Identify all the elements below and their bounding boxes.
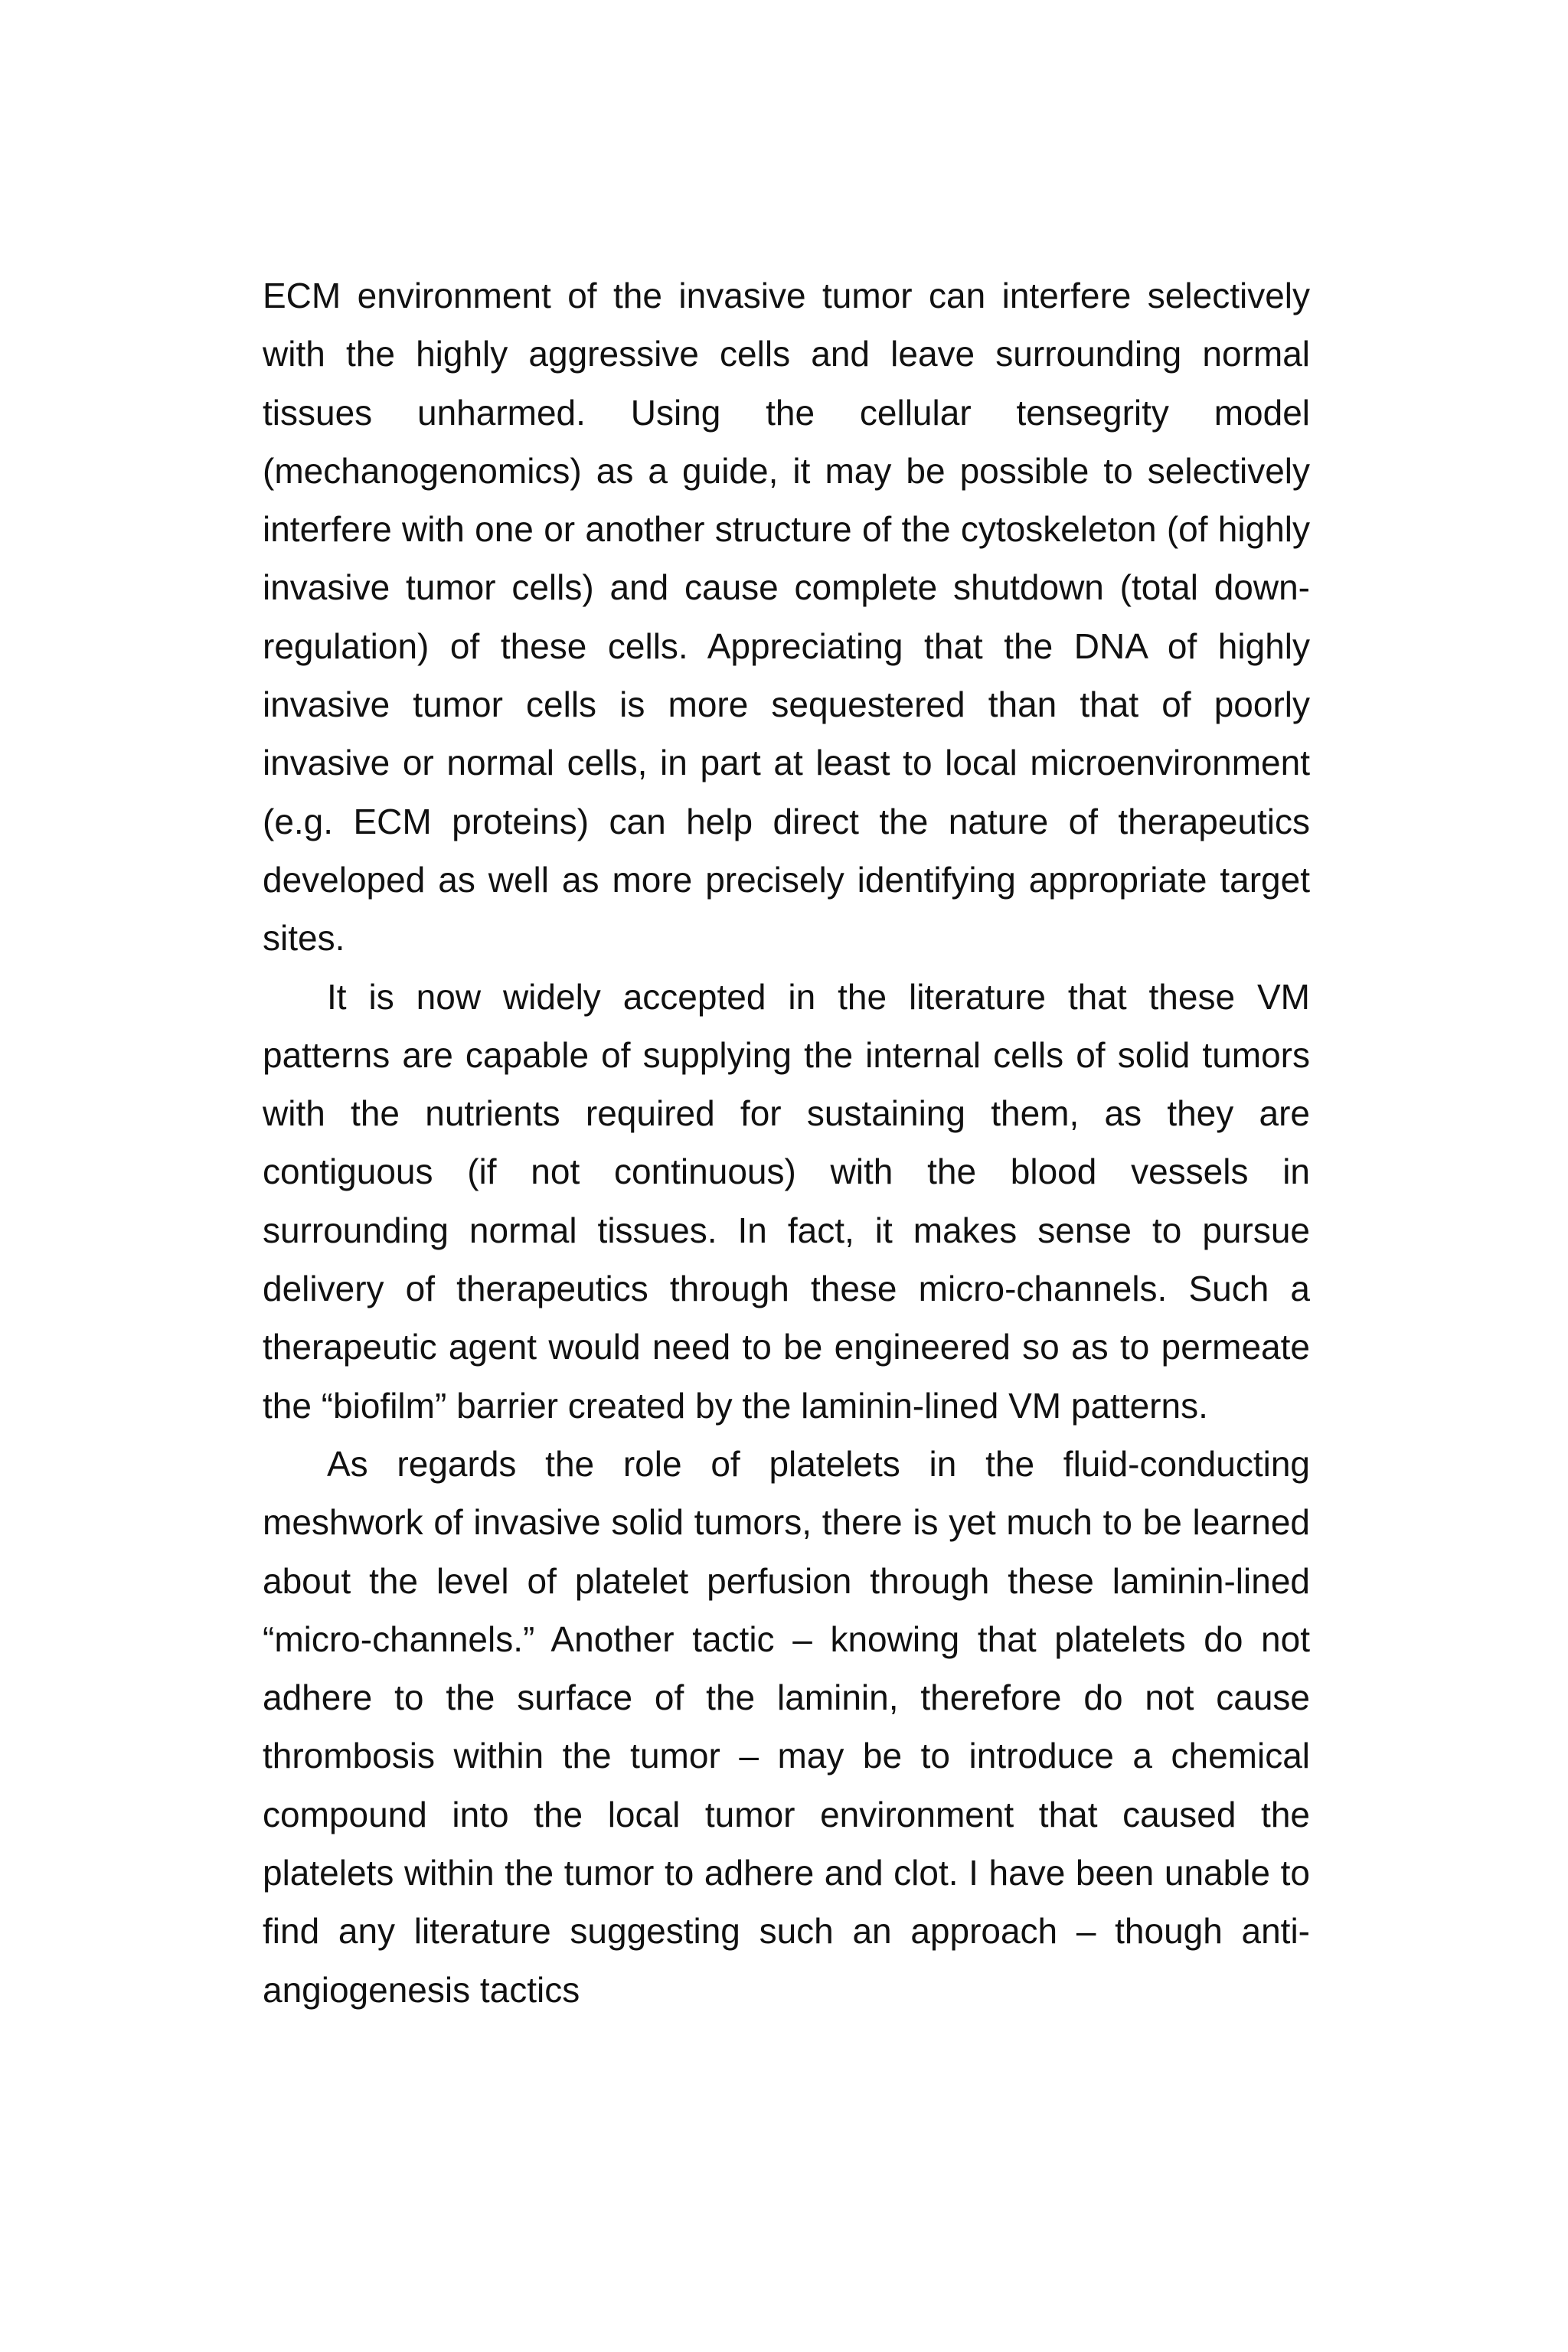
paragraph-1: ECM environment of the invasive tumor can interfere selectively with the highly aggressive cells and leave surrounding normal tissues unharmed. Using the cellular tensegrity model (mechanogenomics) as a guide, it may be possible to selectively interfere with one or another structure of the cytoskeleton (of highly invasive tumor cells) and cause complete shutdown (total down-regulation) of these cells. Appreciating that the DNA of highly invasive tumor cells is more sequestered than that of poorly invasive or normal cells, in part at least to local microenvironment (e.g. ECM proteins) can help direct the nature of therapeutics developed as well as more precisely identifying appropriate target sites. [263,276,1310,959]
paragraph-3: As regards the role of platelets in the fluid-conducting meshwork of invasive solid tumors, there is yet much to be learned about the level of platelet perfusion through these laminin-lined “micro-channels.” Another tactic – knowing that platelets do not adhere to the surface of the laminin, therefore do not cause thrombosis within the tumor – may be to introduce a chemical compound into the local tumor environment that caused the platelets within the tumor to adhere and clot. I have been unable to find any literature suggesting such an approach – though anti-angiogenesis tactics [263,1443,1310,2010]
paragraph-2: It is now widely accepted in the literature that these VM patterns are capable of supplying the internal cells of solid tumors with the nutrients required for sustaining them, as they are contiguous (if not continuous) with the blood vessels in surrounding normal tissues. In fact, it makes sense to pursue delivery of therapeutics through these micro-channels. Such a therapeutic agent would need to be engineered so as to permeate the “biofilm” barrier created by the laminin-lined VM patterns. [263,976,1310,1426]
body-text [263,266,1310,2019]
